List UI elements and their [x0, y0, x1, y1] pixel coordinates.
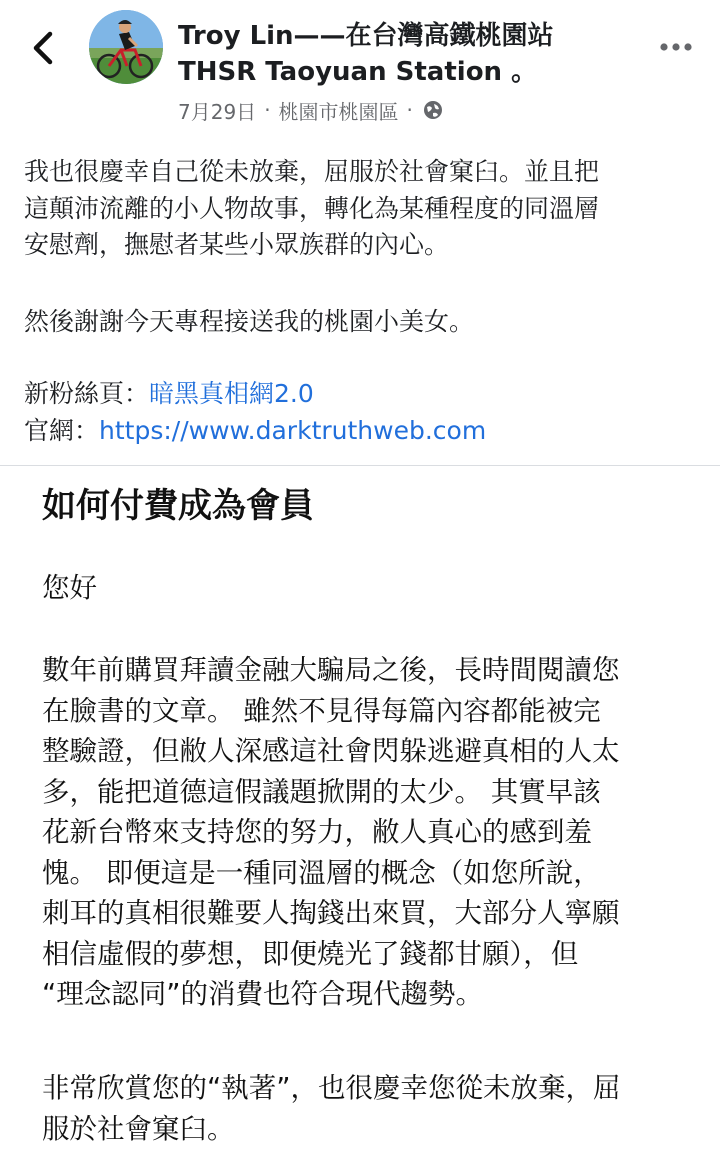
author-location-line1: Troy Lin——在台灣高鐵桃園站 — [178, 21, 554, 51]
attachment-line: 服於社會窠臼。 — [42, 1112, 235, 1145]
post-paragraph-1 — [24, 154, 599, 264]
attachment-greeting — [42, 568, 702, 609]
more-horizontal-icon — [658, 38, 694, 56]
more-options-button[interactable] — [658, 38, 694, 56]
post-line: 安慰劑，撫慰者某些小眾族群的內心。 — [24, 230, 450, 259]
post-location[interactable]: 桃園市桃園區 — [278, 99, 399, 124]
post-line: 然後謝謝今天專程接送我的桃園小美女。 — [24, 307, 475, 336]
post-date[interactable]: 7月29日 — [178, 99, 257, 124]
fanpage-link[interactable]: 暗黑真相網2.0 — [149, 379, 314, 408]
attachment-line: 愧。 即便這是一種同溫層的概念（如您所說， — [42, 856, 601, 889]
post-line: 這顛沛流離的小人物故事，轉化為某種程度的同溫層 — [24, 193, 600, 223]
post-attachment-image[interactable] — [0, 466, 720, 1174]
fanpage-label: 新粉絲頁： — [24, 379, 150, 408]
back-button[interactable] — [26, 28, 62, 68]
attachment-paragraph-1 — [42, 650, 702, 1015]
attachment-line: 花新台幣來支持您的努力，敝人真心的感到羞 — [42, 816, 592, 848]
post-header — [0, 0, 720, 140]
website-line — [24, 413, 486, 450]
post-title[interactable] — [178, 18, 628, 90]
post-paragraph-2 — [24, 304, 474, 341]
attachment-line: 非常欣賞您的“執著”，也很慶幸您從未放棄，屈 — [42, 1072, 621, 1104]
chevron-left-icon — [26, 28, 62, 68]
attachment-line: 整驗證，但敝人深感這社會閃躲逃避真相的人太 — [42, 735, 620, 767]
attachment-line: 刺耳的真相很難要人掏錢出來買，大部分人寧願 — [42, 897, 620, 929]
attachment-line: “理念認同”的消費也符合現代趨勢。 — [42, 978, 483, 1010]
attachment-line: 多，能把道德這假議題掀開的太少。 其實早該 — [42, 775, 601, 808]
attachment-title: 如何付費成為會員 — [42, 486, 314, 526]
attachment-paragraph-2 — [42, 1068, 702, 1149]
meta-separator-2: · — [406, 98, 413, 122]
attachment-line: 數年前購買拜讀金融大騙局之後，長時間閱讀您 — [42, 654, 620, 686]
meta-separator: · — [264, 98, 271, 122]
attachment-line: 您好 — [42, 572, 97, 604]
fanpage-line — [24, 376, 486, 413]
post-meta — [178, 96, 443, 124]
globe-icon — [423, 100, 443, 120]
avatar[interactable] — [89, 10, 163, 84]
cyclist-avatar — [89, 10, 163, 84]
website-link[interactable]: https://www.darktruthweb.com — [99, 415, 487, 445]
attachment-line: 在臉書的文章。 雖然不見得每篇內容都能被完 — [42, 694, 601, 727]
attachment-line: 相信虛假的夢想，即便燒光了錢都甘願），但 — [42, 937, 579, 970]
author-location-line2: THSR Taoyuan Station 。 — [178, 57, 538, 87]
post-links — [24, 376, 486, 449]
website-label: 官網： — [24, 415, 100, 445]
post-line: 我也很慶幸自己從未放棄，屈服於社會窠臼。並且把 — [24, 157, 600, 186]
